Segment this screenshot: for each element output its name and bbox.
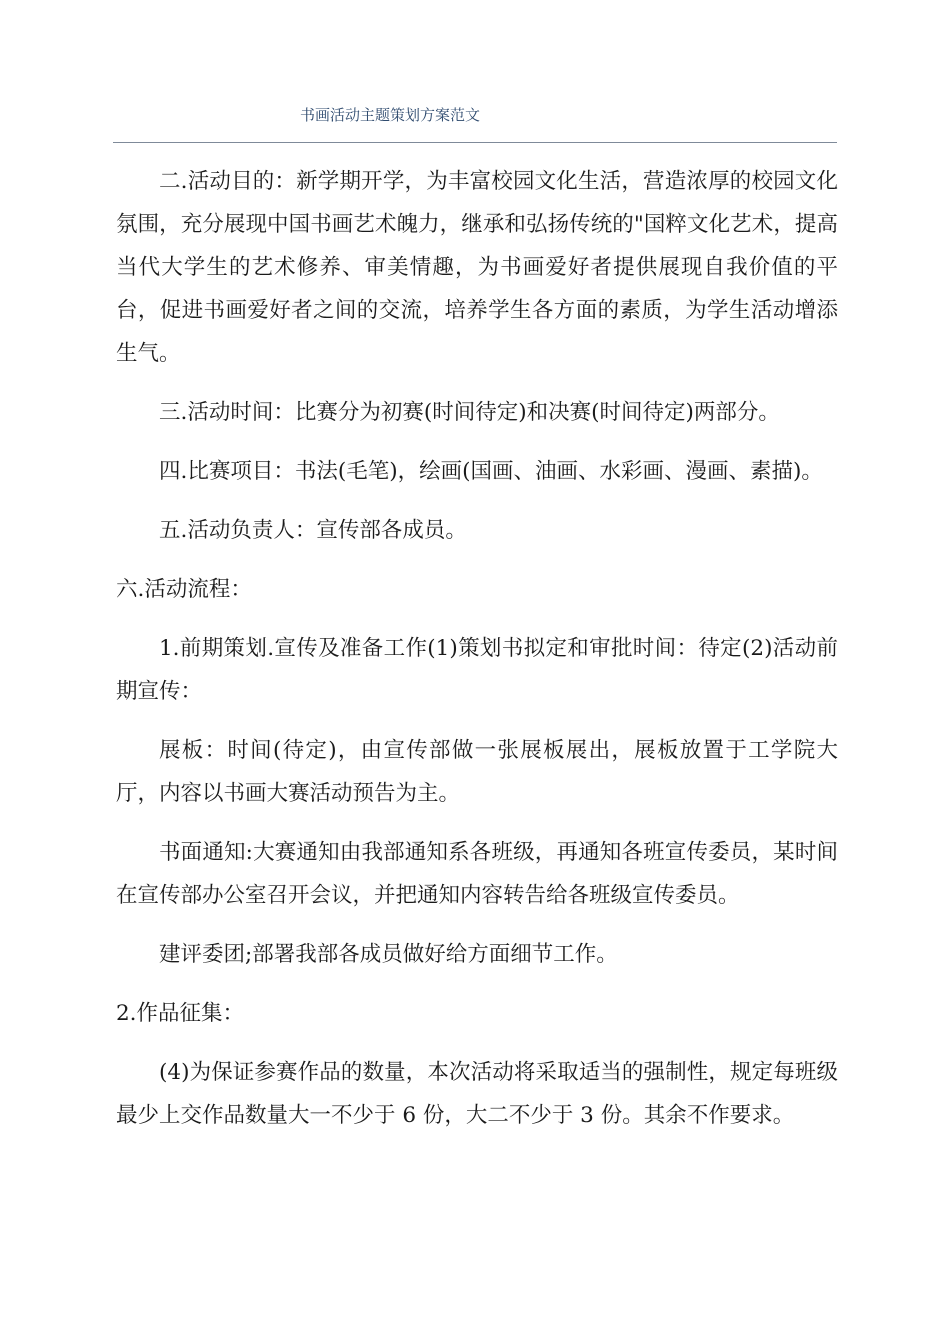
paragraph-written-notice: 书面通知:大赛通知由我部通知系各班级，再通知各班宣传委员，某时间在宣传部办公室召开会议，并把通知内容转告给各班级宣传委员。 <box>116 840 838 908</box>
paragraph-quota: (4)为保证参赛作品的数量，本次活动将采取适当的强制性，规定每班级最少上交作品数量大一不少于 6 份，大二不少于 3 份。其余不作要求。 <box>116 1060 838 1128</box>
heading-process: 六.活动流程： <box>116 577 252 602</box>
paragraph-preparation: 1.前期策划.宣传及准备工作(1)策划书拟定和审批时间：待定(2)活动前期宣传： <box>116 636 838 704</box>
paragraph-purpose: 二.活动目的：新学期开学，为丰富校园文化生活，营造浓厚的校园文化氛围，充分展现中国书画艺术魄力，继承和弘扬传统的"国粹文化艺术，提高当代大学生的艺术修养、审美情趣，为书画爱好者提供展现自我价值的平台，促进书画爱好者之间的交流，培养学生各方面的素质，为学生活动增添生气。 <box>116 169 838 366</box>
paragraph-responsible: 五.活动负责人：宣传部各成员。 <box>159 518 467 543</box>
document-body <box>116 160 838 1153</box>
heading-collection: 2.作品征集： <box>116 1001 245 1026</box>
paragraph-display-board: 展板：时间(待定)，由宣传部做一张展板展出，展板放置于工学院大厅，内容以书画大赛活动预告为主。 <box>116 738 838 806</box>
page-header-title: 书画活动主题策划方案范文 <box>300 106 481 124</box>
paragraph-time: 三.活动时间：比赛分为初赛(时间待定)和决赛(时间待定)两部分。 <box>159 400 780 425</box>
paragraph-jury: 建评委团;部署我部各成员做好给方面细节工作。 <box>159 942 618 967</box>
header-divider <box>113 142 837 143</box>
paragraph-events: 四.比赛项目：书法(毛笔)，绘画(国画、油画、水彩画、漫画、素描)。 <box>159 459 823 484</box>
